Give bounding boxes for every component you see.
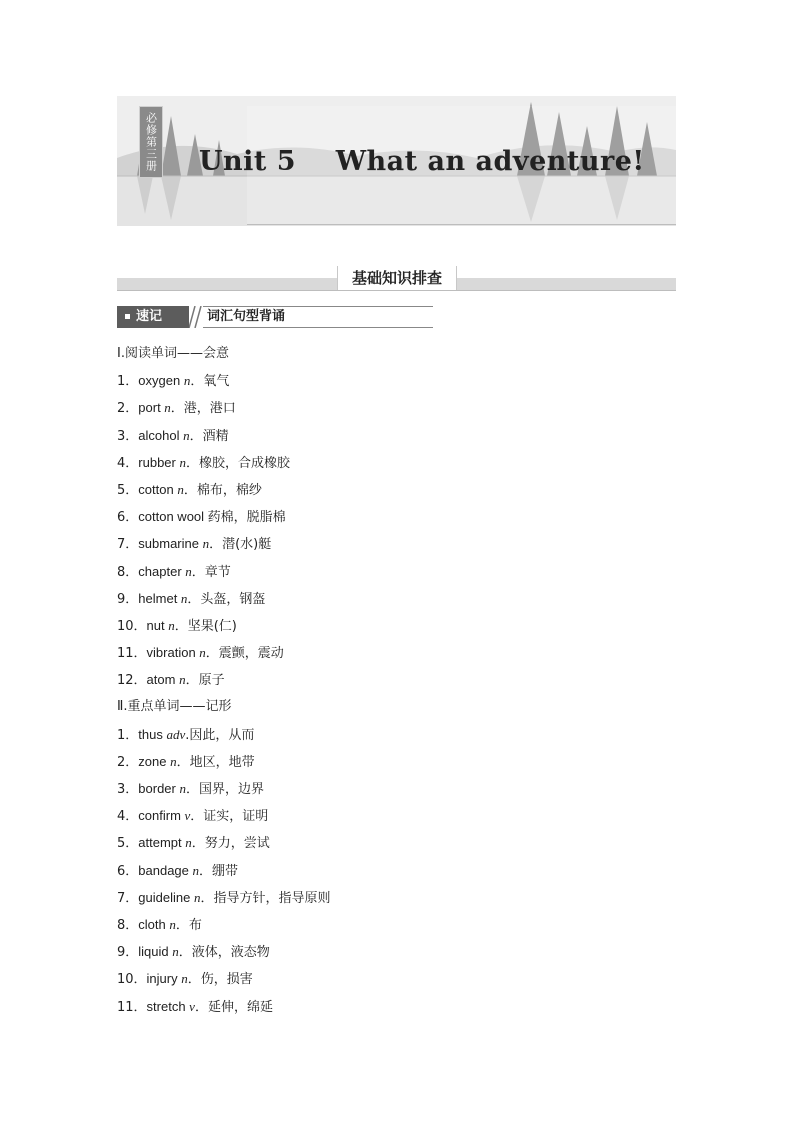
item-number: 6． [117,863,139,879]
item-word: submarine [138,536,203,552]
item-part-of-speech: v [184,808,191,824]
item-word: cloth [138,916,170,932]
list-item [117,857,677,884]
item-number: 9． [117,945,139,961]
item-word: cotton [138,481,178,497]
item-part-of-speech: n [169,916,176,932]
list-item [117,585,677,612]
list-item [117,965,677,992]
list-item [117,639,677,666]
item-part-of-speech: n [168,617,175,633]
item-word: atom [146,672,180,688]
list-item [117,558,677,585]
item-part-of-speech: n [170,753,177,769]
item-number: 4． [117,809,139,825]
item-meaning: ．酒精 [189,428,229,444]
list-item [117,367,677,394]
item-part-of-speech: n [193,889,201,905]
list-item [117,530,677,557]
item-meaning: ．布 [175,917,202,933]
item-word: cotton wool [138,509,208,525]
item-meaning: ．绷带 [199,863,239,879]
part2-heading: Ⅱ.重点单词——记形 [117,699,232,715]
item-word: port [138,400,165,416]
item-meaning: ．指导方针，指导原则 [200,890,331,906]
item-word: border [138,781,180,796]
item-word: confirm [138,808,185,824]
item-part-of-speech: n [177,481,184,497]
item-meaning: ．地区，地带 [176,754,255,770]
list-item [117,775,677,802]
item-meaning: ．坚果(仁) [174,618,237,634]
item-number: 2． [117,754,139,770]
sub-header-tag-label: 速记 [136,309,163,324]
list-item [117,802,677,829]
item-number: 6． [117,510,139,526]
list-item [117,721,677,748]
item-number: 9． [117,591,139,607]
section-title: 基础知识排查 [337,266,457,290]
double-slash-icon [189,306,203,328]
item-number: 2． [117,401,139,417]
item-part-of-speech: n [185,563,192,579]
list-item [117,449,677,476]
item-part-of-speech: n [199,645,206,661]
item-meaning: ．头盔，钢盔 [187,591,266,607]
item-word: thus [138,726,167,742]
list-item [117,422,677,449]
item-word: oxygen [138,373,184,389]
item-meaning: ．氧气 [190,374,230,390]
item-word: stretch [146,998,190,1014]
sub-header-tag [117,306,189,328]
item-number: 4． [117,455,139,471]
list-item [117,503,677,530]
list-item [117,748,677,775]
item-number: 1． [117,374,139,390]
item-part-of-speech: n [183,373,191,389]
list-item [117,884,677,911]
item-number: 7． [117,537,139,553]
item-part-of-speech: n [181,971,188,987]
item-part-of-speech: n [202,536,210,552]
item-number: 12． [117,673,147,689]
part2-list [117,721,677,1020]
item-word: zone [138,753,171,769]
item-number: 7． [117,890,139,906]
list-item [117,476,677,503]
unit-title: Unit 5 What an adventure! [199,146,645,177]
item-meaning: ．伤，损害 [187,972,253,988]
item-word: guideline [138,889,194,905]
volume-tag: 必修第三册 [139,106,163,178]
item-meaning: 药棉，脱脂棉 [207,510,286,526]
item-meaning: ．章节 [191,564,231,580]
item-part-of-speech: n [164,400,171,416]
item-part-of-speech: v [189,998,195,1014]
list-item [117,911,677,938]
item-part-of-speech: n [179,781,186,796]
item-meaning: ．潜(水)艇 [209,537,272,553]
unit-banner [117,96,676,226]
item-word: bandage [138,862,193,878]
item-number: 1． [117,727,139,743]
item-word: attempt [138,835,186,851]
item-word: vibration [146,645,200,661]
square-bullet-icon [125,314,130,319]
list-item [117,829,677,856]
item-part-of-speech: n [180,590,188,606]
item-meaning: ．国界，边界 [185,782,264,797]
item-word: liquid [138,944,173,960]
list-item [117,938,677,965]
item-word: nut [146,617,169,633]
item-number: 5． [117,836,139,852]
item-meaning: ．港，港口 [170,401,236,417]
vocabulary-list [117,340,677,1020]
item-meaning: ．证实，证明 [190,809,269,825]
item-part-of-speech: n [183,427,190,443]
item-meaning: ．原子 [185,673,225,689]
item-meaning: .因此，从而 [185,727,255,743]
sub-header [117,306,433,328]
item-number: 3． [117,782,139,797]
item-number: 8． [117,917,139,933]
item-word: alcohol [138,427,184,443]
item-meaning: ．棉布，棉纱 [183,482,262,498]
item-number: 11． [117,999,147,1015]
item-word: chapter [138,563,186,579]
item-meaning: ．橡胶，合成橡胶 [185,455,290,471]
item-part-of-speech: n [179,672,186,688]
item-number: 11． [117,646,147,662]
item-part-of-speech: n [172,944,179,960]
list-item [117,993,677,1020]
item-number: 10． [117,972,147,988]
part1-heading: Ⅰ.阅读单词——会意 [117,346,229,361]
item-meaning: ．延伸，绵延 [194,999,273,1015]
item-part-of-speech: n [185,835,192,851]
item-meaning: ．震颤，震动 [205,646,284,662]
list-item [117,394,677,421]
item-number: 3． [117,428,139,444]
item-number: 5． [117,482,139,498]
item-meaning: ．努力，尝试 [191,836,270,852]
item-part-of-speech: adv [166,726,186,742]
item-word: helmet [138,590,181,606]
item-number: 8． [117,564,139,580]
list-item [117,612,677,639]
item-meaning: ．液体，液态物 [178,945,270,961]
list-item [117,666,677,693]
item-word: injury [146,971,182,987]
part1-list [117,367,677,693]
item-word: rubber [138,454,180,470]
item-number: 10． [117,618,147,634]
item-part-of-speech: n [179,454,186,470]
sub-header-title: 词汇句型背诵 [203,306,433,328]
item-part-of-speech: n [192,862,200,878]
